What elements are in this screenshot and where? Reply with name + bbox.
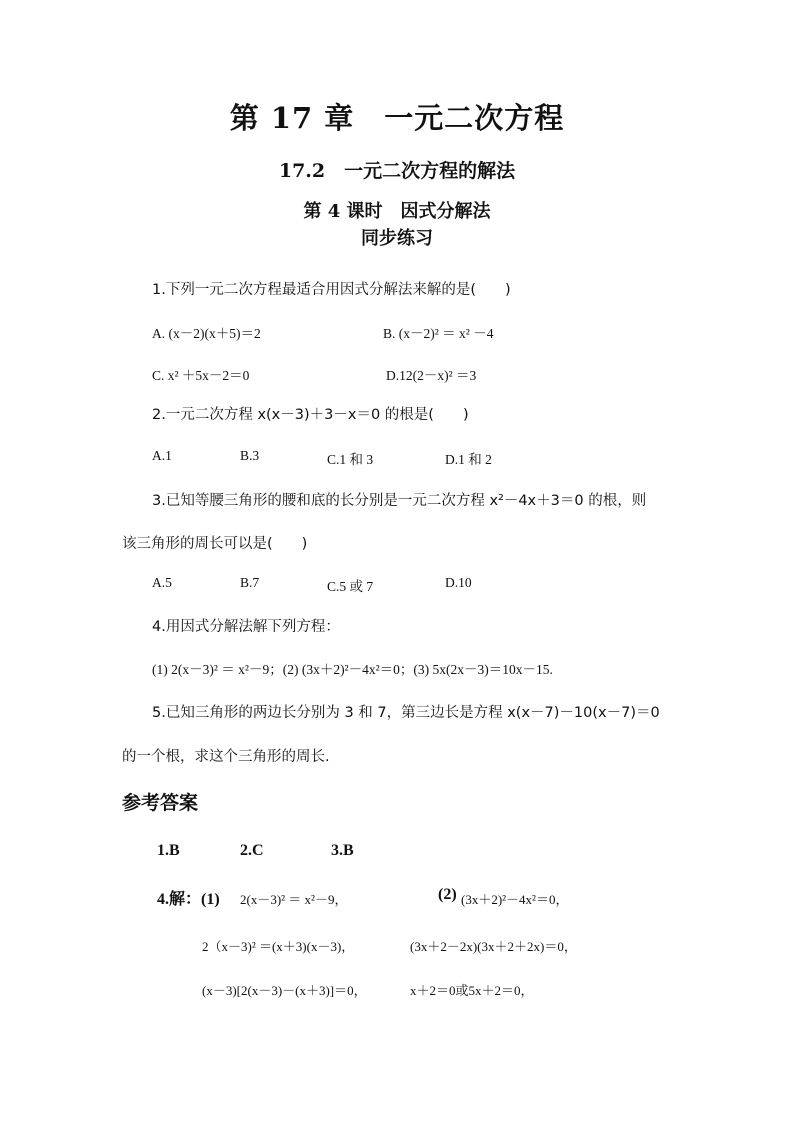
answer-1: 1.B bbox=[157, 842, 180, 859]
q5-stem-line2: 的一个根，求这个三角形的周长. bbox=[122, 749, 330, 765]
q1-stem: 1.下列一元二次方程最适合用因式分解法来解的是( ) bbox=[152, 282, 511, 298]
q3-option-b: B.7 bbox=[240, 575, 260, 590]
answer-4-2-line1: (3x＋2)²－4x²＝0， bbox=[461, 892, 569, 907]
q1-option-a: A. (x－2)(x＋5)＝2 bbox=[152, 326, 261, 341]
answer-4-2-label: (2) bbox=[438, 886, 457, 903]
q1-option-d: D.12(2－x)² ＝3 bbox=[386, 368, 477, 383]
answer-3: 3.B bbox=[331, 842, 354, 859]
answer-4-2-line3: x＋2＝0或5x＋2＝0， bbox=[410, 983, 534, 998]
q3-stem-line1: 3.已知等腰三角形的腰和底的长分别是一元二次方程 x²－4x＋3＝0 的根，则 bbox=[152, 493, 647, 509]
answer-4-1-line1: 2(x－3)² ＝ x²－9， bbox=[240, 892, 348, 907]
q3-stem-line2: 该三角形的周长可以是( ) bbox=[122, 536, 308, 552]
q4-equations: (1) 2(x－3)² ＝ x²－9；(2) (3x＋2)²－4x²＝0；(3) 5x(2x－3)＝10x－15. bbox=[152, 662, 553, 677]
section-title: 17.2 一元二次方程的解法 bbox=[278, 160, 516, 182]
q2-option-a: A.1 bbox=[152, 448, 172, 463]
q1-option-c: C. x² ＋5x－2＝0 bbox=[152, 368, 250, 383]
q4-stem: 4.用因式分解法解下列方程： bbox=[152, 619, 340, 635]
q2-option-c: C.1 和 3 bbox=[327, 452, 374, 467]
q2-option-d: D.1 和 2 bbox=[445, 452, 492, 467]
answer-4-1-line2: 2（x－3)² ＝(x＋3)(x－3)， bbox=[202, 939, 355, 954]
answer-4-label: 4.解：(1) bbox=[157, 891, 220, 908]
answer-4-1-line3: (x－3)[2(x－3)－(x＋3)]＝0， bbox=[202, 983, 367, 998]
q3-option-a: A.5 bbox=[152, 575, 172, 590]
lesson-title: 第 4 课时 因式分解法 bbox=[303, 201, 491, 222]
q5-stem-line1: 5.已知三角形的两边长分别为 3 和 7，第三边长是方程 x(x－7)－10(x－7)＝0 bbox=[152, 705, 660, 721]
q2-stem: 2.一元二次方程 x(x－3)＋3－x＝0 的根是( ) bbox=[152, 407, 469, 423]
q2-option-b: B.3 bbox=[240, 448, 260, 463]
chapter-title: 第 17 章 一元二次方程 bbox=[229, 101, 565, 135]
q3-option-d: D.10 bbox=[445, 575, 472, 590]
answer-4-2-line2: (3x＋2－2x)(3x＋2＋2x)＝0， bbox=[410, 939, 577, 954]
answers-heading: 参考答案 bbox=[122, 792, 199, 814]
answer-2: 2.C bbox=[240, 842, 264, 859]
q1-option-b: B. (x－2)² ＝ x² －4 bbox=[383, 326, 494, 341]
q3-option-c: C.5 或 7 bbox=[327, 579, 374, 594]
practice-title: 同步练习 bbox=[361, 228, 433, 249]
